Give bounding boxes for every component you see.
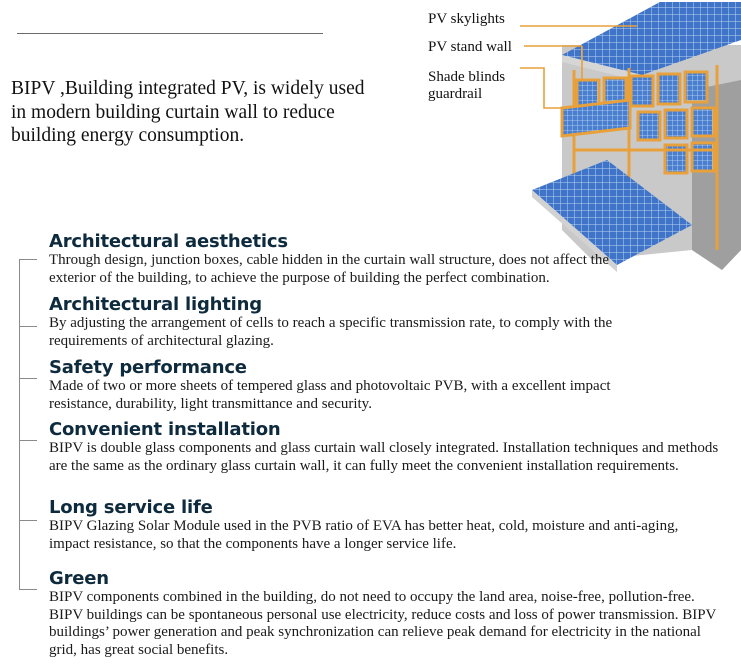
section-long-service-life (49, 498, 739, 553)
bracket-tick-3 (19, 378, 37, 379)
bracket-tick-6 (19, 589, 37, 590)
section-body: BIPV is double glass components and glass curtain wall closely integrated. Installation techniques and methods are the same as the ordinary glass curtain wall, it can fully meet the convenient installation requirements. (49, 440, 719, 474)
section-title: Long service life (49, 497, 213, 518)
section-architectural-lighting (49, 295, 739, 350)
section-architectural-aesthetics (49, 232, 739, 287)
section-body: Through design, junction boxes, cable hidden in the curtain wall structure, does not affect the exterior of the building, to achieve the purpose of building the perfect combination. (49, 252, 609, 286)
bracket-vertical (19, 259, 20, 589)
bracket-tick-5 (19, 520, 37, 521)
section-title: Architectural lighting (49, 294, 262, 315)
top-divider (17, 33, 323, 34)
section-body: Made of two or more sheets of tempered glass and photovoltaic PVB, with a excellent impact resistance, durability, light transmittance and security. (49, 378, 611, 412)
section-safety-performance (49, 358, 739, 413)
bracket-tick-1 (19, 259, 37, 260)
intro-text: BIPV ,Building integrated PV, is widely used in modern building curtain wall to reduce building energy consumption. (11, 78, 365, 146)
section-convenient-installation (49, 420, 739, 475)
bracket-tick-2 (19, 326, 37, 327)
bracket-tick-4 (19, 440, 37, 441)
section-title: Convenient installation (49, 419, 281, 440)
section-body: By adjusting the arrangement of cells to reach a specific transmission rate, to comply with the requirements of architectural glazing. (49, 315, 613, 349)
section-title: Architectural aesthetics (49, 231, 288, 252)
callout-shade-blinds: Shade blinds (428, 69, 506, 85)
section-body: BIPV Glazing Solar Module used in the PVB ratio of EVA has better heat, cold, moisture and anti-aging, impact resistance, so that the components have a longer service life. (49, 518, 679, 552)
section-title: Safety performance (49, 357, 247, 378)
section-title: Green (49, 568, 109, 589)
section-green (49, 569, 739, 659)
callout-pv-stand-wall: PV stand wall (428, 39, 512, 55)
section-body: BIPV components combined in the building, do not need to occupy the land area, noise-free, pollution-free. BIPV buildings can be spontaneous personal use electricity, reduce costs and loss of power transmission. BIPV buildings’ power generation and peak synchronization can relieve peak demand for electricity in the national grid, has great social benefits. (49, 589, 717, 658)
callout-pv-skylights: PV skylights (428, 11, 505, 27)
callout-guardrail: guardrail (428, 86, 483, 102)
